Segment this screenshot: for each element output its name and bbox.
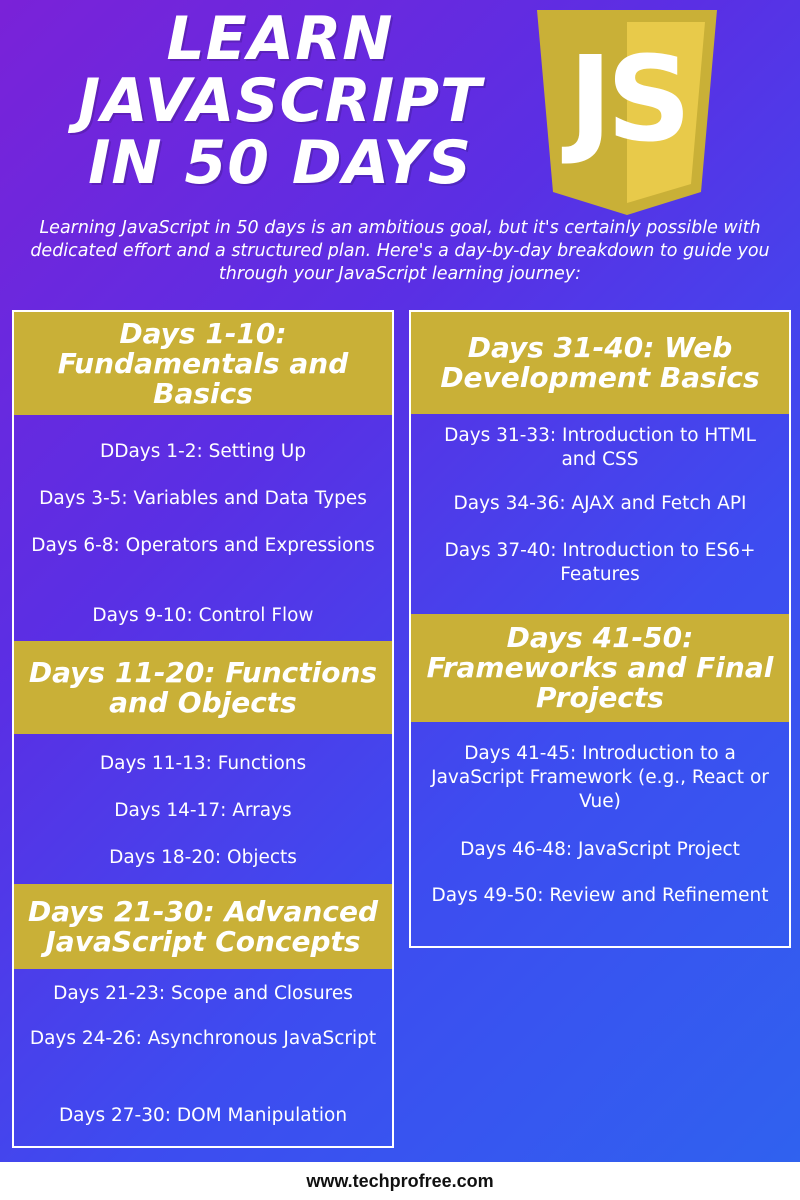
list-item: Days 49-50: Review and Refinement	[431, 885, 769, 906]
section-heading-days-41-50: Days 41-50: Frameworks and Final Projects	[411, 614, 789, 722]
list-item: DDays 1-2: Setting Up	[99, 441, 307, 462]
intro-paragraph: Learning JavaScript in 50 days is an ambitious goal, but it's certainly possible with dedicated effort and a structured plan. Here's a day-by-day breakdown to guide you through your JavaScript learning journey:	[30, 218, 770, 284]
section-heading-days-11-20: Days 11-20: Functions and Objects	[14, 641, 392, 734]
page-title	[0, 4, 560, 198]
list-item: Days 37-40: Introduction to ES6+ Features	[444, 540, 756, 585]
logo-letters: JS	[568, 30, 686, 168]
list-item: Days 31-33: Introduction to HTML and CSS	[444, 425, 756, 470]
list-item: Days 9-10: Control Flow	[92, 605, 314, 626]
list-item: Days 18-20: Objects	[109, 847, 297, 868]
title-line-1: LEARN	[166, 4, 394, 74]
javascript-shield-logo	[537, 10, 717, 215]
list-item: Days 34-36: AJAX and Fetch API	[453, 493, 747, 514]
title-line-3: IN 50 DAYS	[88, 128, 472, 198]
list-item: Days 21-23: Scope and Closures	[53, 983, 353, 1004]
list-item: Days 14-17: Arrays	[114, 800, 292, 821]
footer-website-url[interactable]: www.techprofree.com	[0, 1162, 800, 1200]
title-line-2: JAVASCRIPT	[77, 66, 483, 136]
list-item: Days 41-45: Introduction to a JavaScript Framework (e.g., React or Vue)	[431, 743, 769, 812]
list-item: Days 3-5: Variables and Data Types	[39, 488, 367, 509]
list-item: Days 6-8: Operators and Expressions	[31, 535, 375, 556]
list-item: Days 46-48: JavaScript Project	[460, 839, 740, 860]
list-item: Days 11-13: Functions	[99, 753, 307, 774]
section-heading-days-31-40: Days 31-40: Web Development Basics	[411, 312, 789, 414]
list-item: Days 27-30: DOM Manipulation	[58, 1105, 348, 1126]
section-heading-days-21-30: Days 21-30: Advanced JavaScript Concepts	[14, 884, 392, 969]
list-item: Days 24-26: Asynchronous JavaScript	[29, 1028, 377, 1049]
right-panel	[409, 310, 791, 948]
section-heading-days-1-10: Days 1-10: Fundamentals and Basics	[14, 312, 392, 415]
left-panel	[12, 310, 394, 1148]
